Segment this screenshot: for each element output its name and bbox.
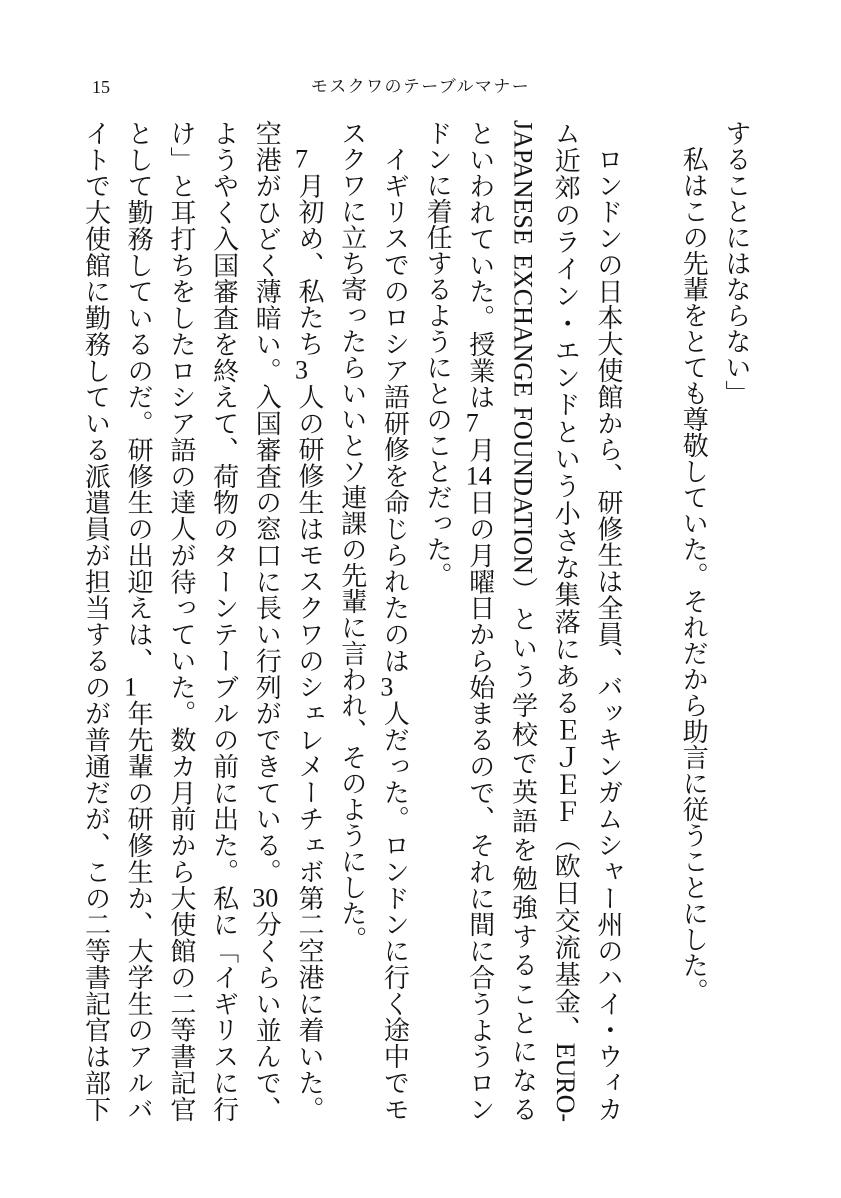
tate-chu-yoko-digits: 14 (465, 462, 492, 489)
text-column: け」と耳打ちをしたロシア語の達人が待っていた。数カ月前から大使館の二等書記官 (166, 120, 196, 1122)
text-column: ム近郊のライン・エンドという小さな集落にあるＥＪＥＦ（欧日交流基金、EURO- (551, 120, 581, 1122)
tate-chu-yoko-digits: 1 (124, 673, 138, 700)
text-column: イギリスでのロシア語研修を命じられたのは3人だった。ロンドンに行く途中でモ (380, 146, 410, 1122)
text-column: 私はこの先輩をとても尊敬していた。それだから助言に従うことにした。 (679, 146, 709, 1004)
text-column: ようやく入国審査を終えて、荷物のターンテーブルの前に出た。私に「イギリスに行 (209, 120, 239, 1122)
text-column: イトで大使館に勤務している派遣員が担当するのが普通だが、この二等書記官は部下 (81, 120, 111, 1122)
tate-chu-yoko-digits: 7 (465, 410, 479, 437)
text-column: といわれていた。授業は7月14日の月曜日から始まるので、それに間に合うようロン (465, 120, 495, 1122)
tate-chu-yoko-digits: 3 (294, 357, 308, 384)
text-column: スクワに立ち寄ったらいいとソ連課の先輩に言われ、そのようにした。 (337, 120, 367, 952)
text-column: ドンに着任するようにとのことだった。 (423, 120, 453, 588)
tate-chu-yoko-digits: 30 (252, 884, 279, 911)
text-column: することにはならない」 (722, 120, 751, 406)
text-column: として勤務しているのだ。研修生の出迎えは、1年先輩の研修生か、大学生のアルバ (124, 120, 154, 1122)
section-break (629, 120, 672, 1122)
text-column: 空港がひどく薄暗い。入国審査の窓口に長い行列ができている。30分くらい並んで、 (252, 120, 282, 1122)
vertical-text-block (73, 120, 757, 1122)
tate-chu-yoko-digits: 7 (294, 146, 308, 172)
page-number: 15 (92, 77, 110, 97)
text-column: JAPANESE EXCHANGE FOUNDATION）という学校で英語を勉強することになる (508, 120, 538, 1122)
text-column: ロンドンの日本大使館から、研修生は全員、バッキンガムシャー州のハイ・ウィカ (593, 146, 623, 1122)
running-title: モスクワのテーブルマナー (310, 77, 531, 96)
text-column: 7月初め、私たち3人の研修生はモスクワのシェレメーチェボ第二空港に着いた。 (294, 146, 324, 1122)
tate-chu-yoko-digits: 3 (380, 673, 394, 700)
